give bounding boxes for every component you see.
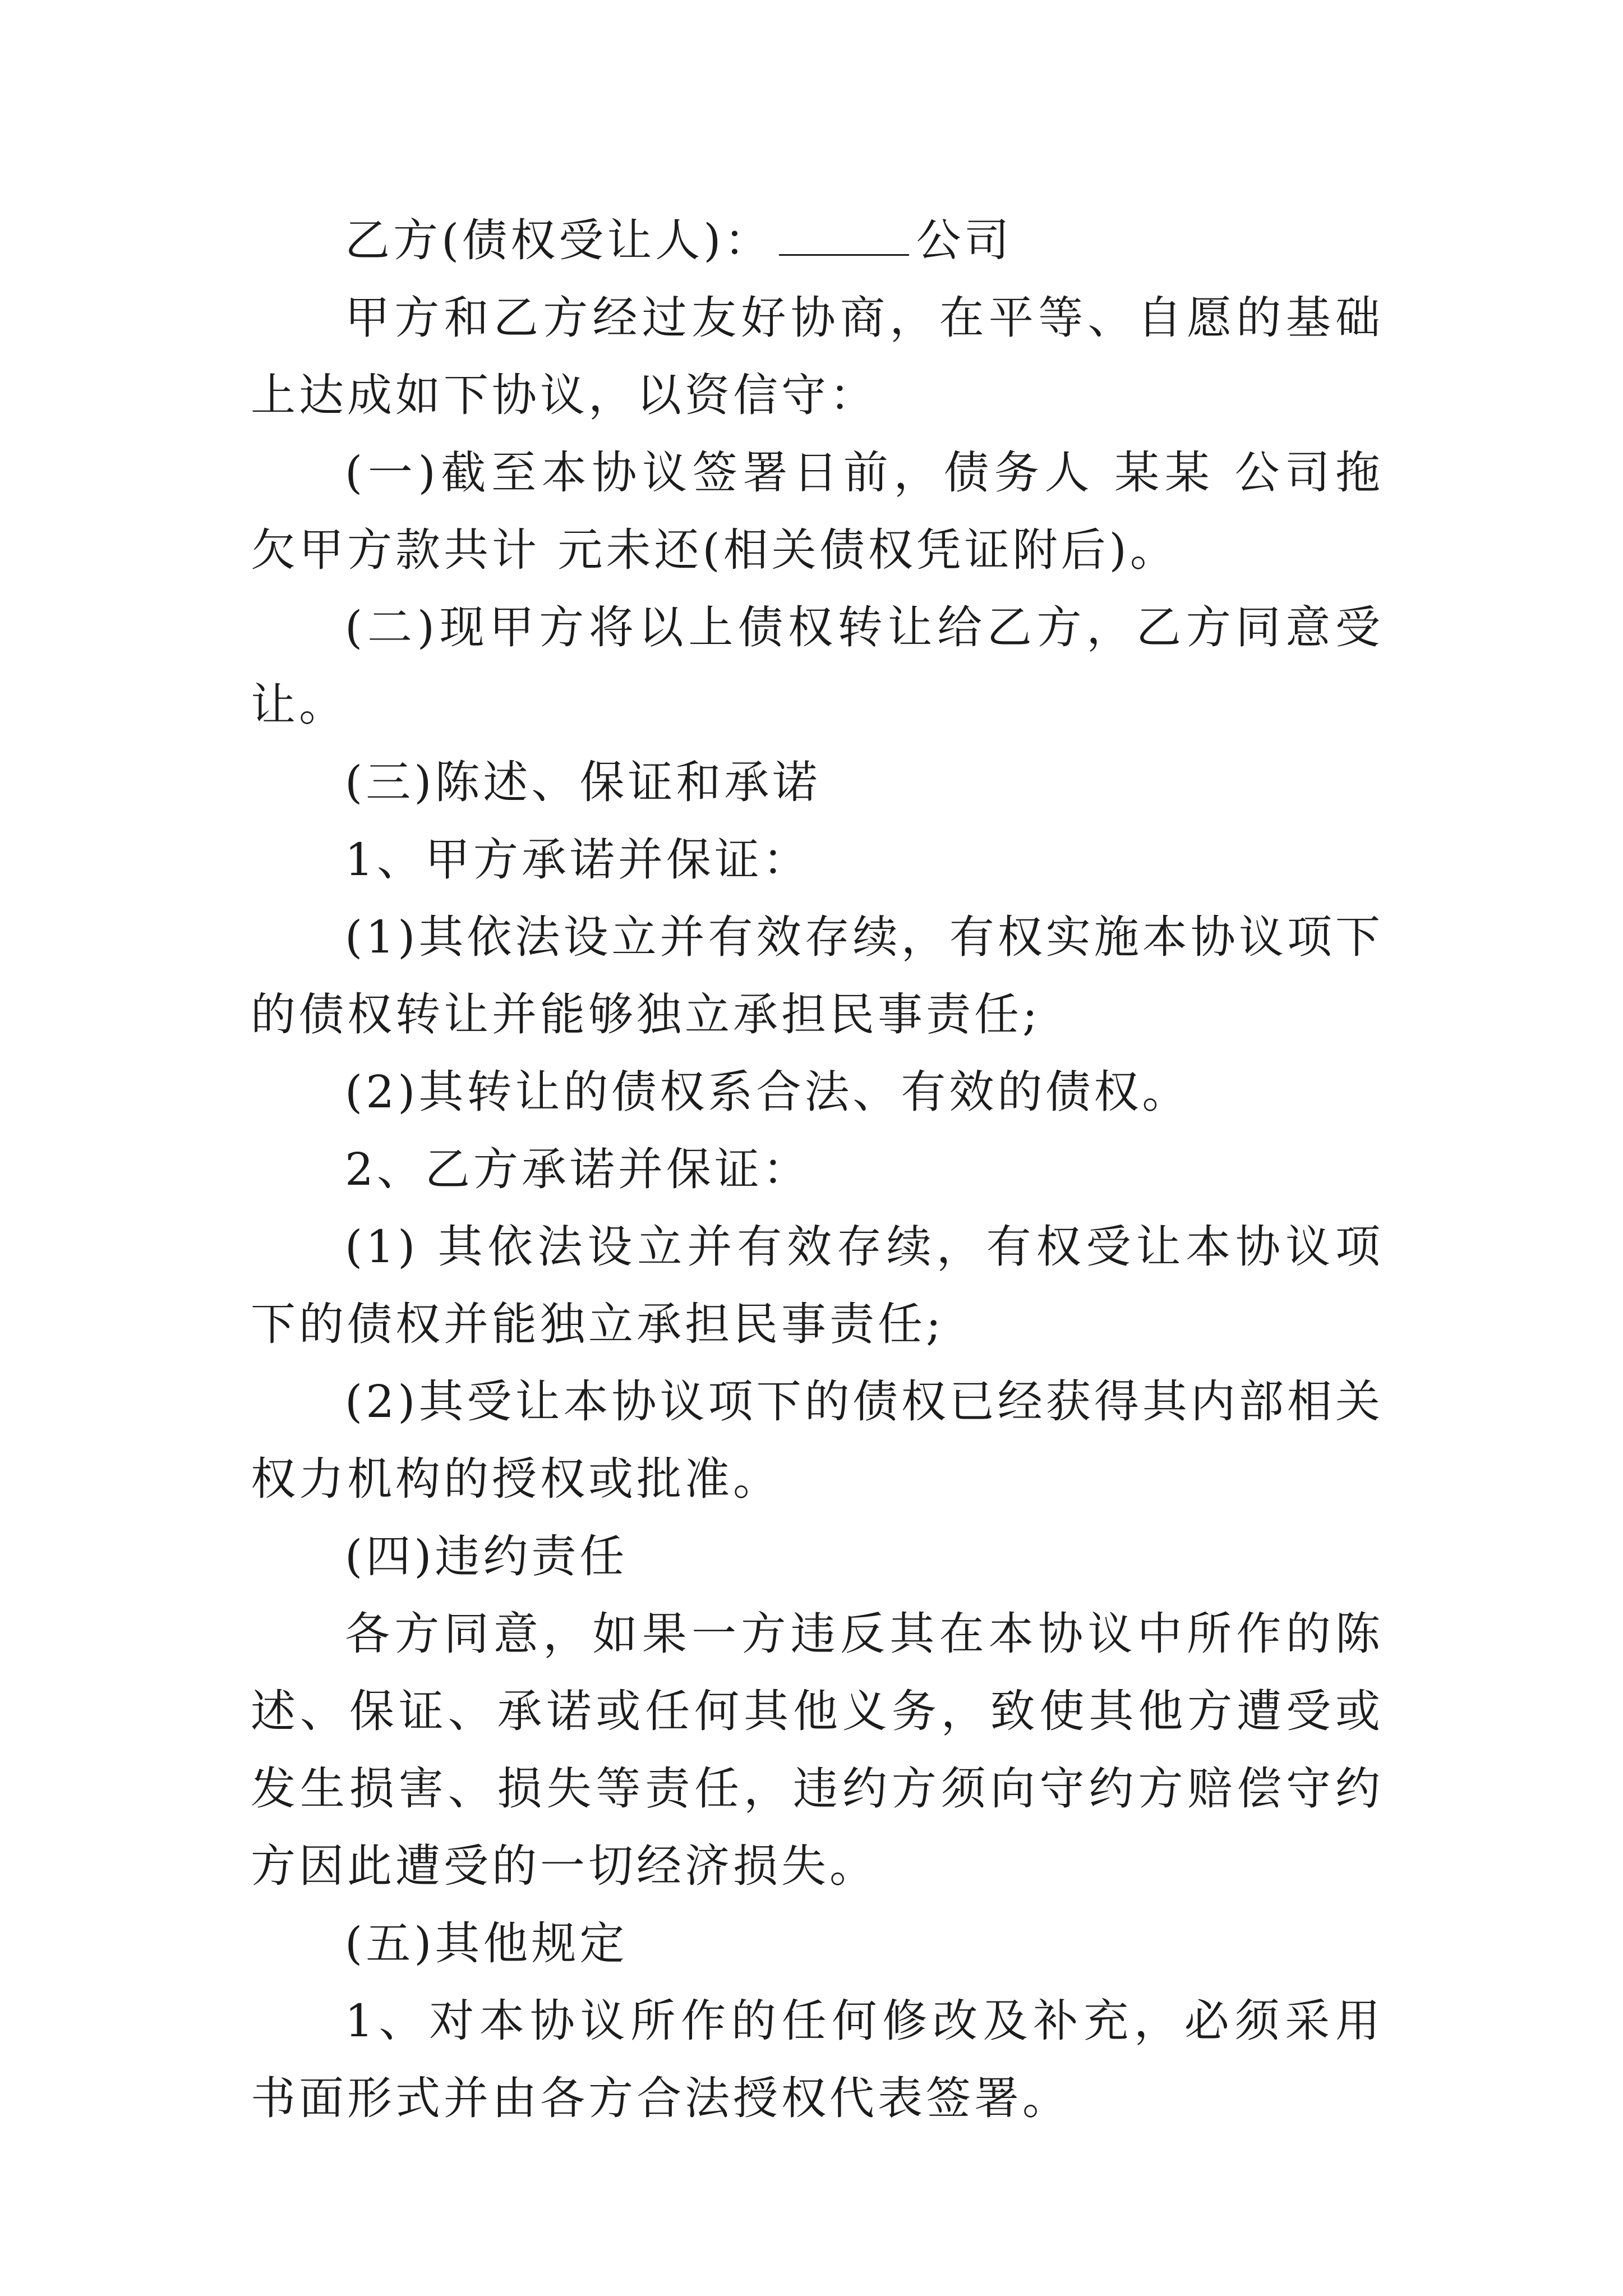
clause-2-paragraph: (二)现甲方将以上债权转让给乙方，乙方同意受让。 (251, 601, 1384, 731)
amendment-paragraph: 1、对本协议所作的任何修改及补充，必须采用书面形式并由各方合法授权代表签署。 (251, 1995, 1384, 2124)
clause-5-heading: (五)其他规定 (345, 1917, 628, 1970)
party-a-warranty-item-1: (1)其依法设立并有效存续，有权实施本协议项下的债权转让并能够独立承担民事责任; (251, 911, 1384, 1041)
party-b-warranty-item-1: (1) 其依法设立并有效存续，有权受让本协议项下的债权并能独立承担民事责任; (251, 1221, 1384, 1350)
party-b-warranty-item-2: (2)其受让本协议项下的债权已经获得其内部相关权力机构的授权或批准。 (251, 1375, 1384, 1505)
preamble-paragraph: 甲方和乙方经过友好协商，在平等、自愿的基础上达成如下协议，以资信守： (251, 292, 1384, 421)
clause-3-heading: (三)陈述、保证和承诺 (345, 756, 821, 808)
clause-4-heading: (四)违约责任 (345, 1530, 628, 1582)
document-body (251, 202, 1384, 2137)
breach-liability-paragraph: 各方同意，如果一方违反其在本协议中所作的陈述、保证、承诺或任何其他义务，致使其他方遭受或发生损害、损失等责任，违约方须向守约方赔偿守约方因此遭受的一切经济损失。 (251, 1608, 1384, 1892)
party-b-warranty-heading: 2、乙方承诺并保证： (345, 1143, 811, 1195)
party-b-line (251, 202, 1384, 279)
party-b-label: 乙方(债权受让人)： (345, 214, 773, 266)
party-a-warranty-heading: 1、甲方承诺并保证： (345, 834, 811, 886)
party-b-suffix: 公司 (916, 214, 1013, 266)
party-a-warranty-item-2: (2)其转让的债权系合法、有效的债权。 (345, 1066, 1191, 1118)
clause-1-paragraph: (一)截至本协议签署日前，债务人 某某 公司拖欠甲方款共计 元未还(相关债权凭证附后)。 (251, 447, 1384, 576)
company-name-blank (779, 214, 909, 256)
